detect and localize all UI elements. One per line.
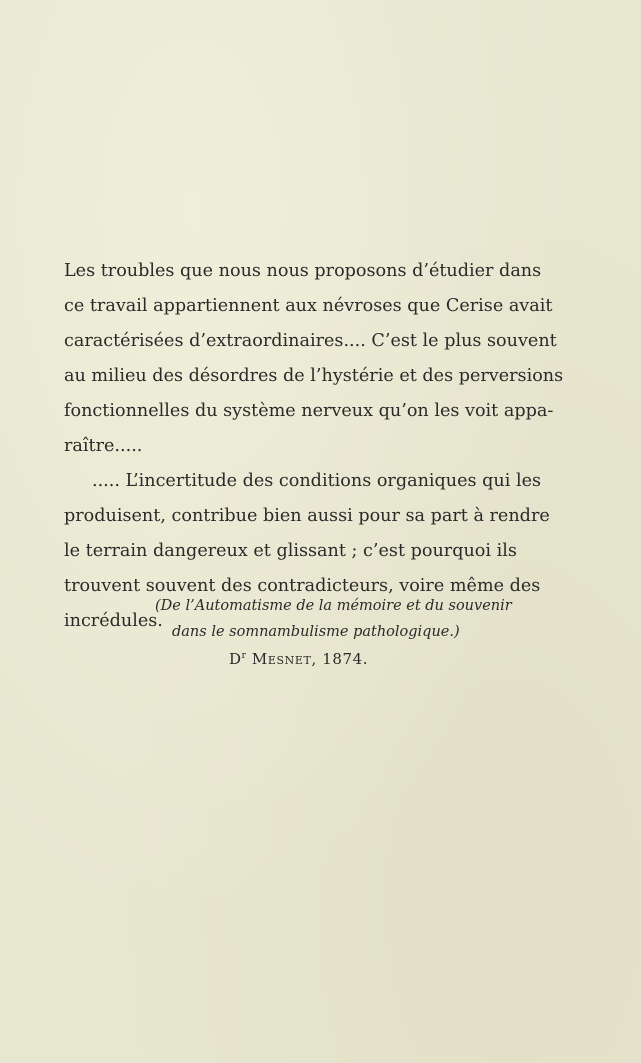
epigraph-line: incrédules.	[64, 611, 163, 631]
epigraph-source	[0, 593, 641, 673]
source-author	[0, 645, 641, 673]
author-title-superscript: r	[241, 651, 247, 661]
author-name: Mesnet,	[251, 650, 317, 668]
source-title-line: (De l’Automatisme de la mémoire et du souvenir	[155, 598, 512, 614]
epigraph-line: ..... L’incertitude des conditions organiques qui les	[92, 471, 542, 491]
epigraph-quote	[64, 254, 564, 639]
author-year: 1874.	[322, 650, 369, 668]
epigraph-line: caractérisées d’extraordinaires.... C’est le plus souvent	[64, 331, 557, 351]
source-title-line: dans le somnambulisme pathologique.)	[172, 624, 460, 640]
epigraph-line: le terrain dangereux et glissant ; c’est pourquoi ils	[64, 541, 517, 561]
author-title: D	[229, 650, 242, 668]
epigraph-line: Les troubles que nous nous proposons d’étudier dans	[64, 261, 542, 281]
epigraph-line: trouvent souvent des contradicteurs, voire même des	[64, 576, 541, 596]
epigraph-line: produisent, contribue bien aussi pour sa part à rendre	[64, 506, 550, 526]
epigraph-line: fonctionnelles du système nerveux qu’on les voit appa-	[64, 401, 554, 421]
epigraph-line: au milieu des désordres de l’hystérie et des perversions	[64, 366, 564, 386]
epigraph-line: ce travail appartiennent aux névroses que Cerise avait	[64, 296, 553, 316]
epigraph-line: raître.....	[64, 436, 143, 456]
